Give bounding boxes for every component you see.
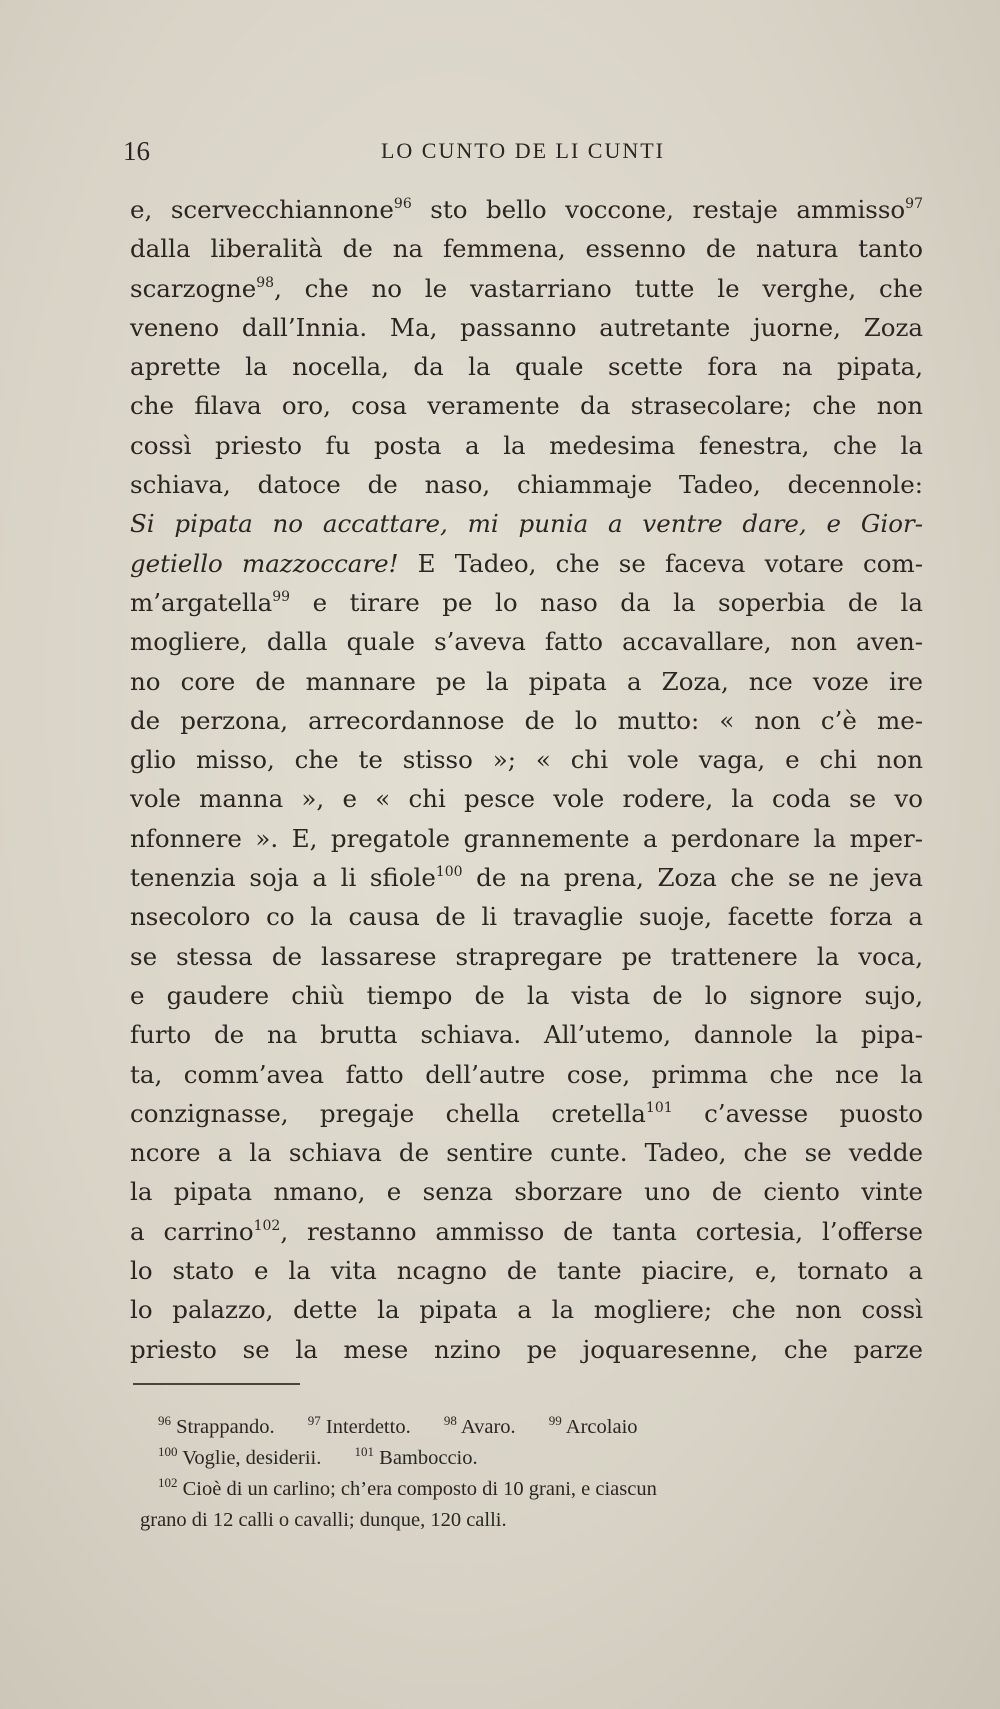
text-run: sto bello voccone, restaje ammisso: [411, 195, 906, 224]
text-line: [130, 740, 923, 779]
footnote-rule: [133, 1383, 300, 1385]
text-line: [130, 1015, 923, 1054]
text-line: [130, 701, 923, 740]
running-head: LO CUNTO DE LI CUNTI: [380, 138, 665, 163]
italic-text: Si pipata no accattare, mi punia a ventre dare, e Gior-: [130, 509, 923, 539]
footnote-97: $^{97}$ Interdetto.: [307, 1413, 411, 1438]
text-run: a carrino: [130, 1216, 254, 1246]
text-run: c’avesse puosto: [672, 1098, 923, 1128]
text-run: priesto se la mese nzino pe joquaresenne, che parze: [130, 1334, 923, 1364]
text-run: la pipata nmano, e senza sborzare uno de ciento vinte: [130, 1177, 923, 1207]
text-run: no core de mannare pe la pipata a Zoza, nce voze ire: [130, 666, 923, 696]
text-line: [130, 1251, 923, 1290]
text-line: [130, 897, 923, 936]
footnote-98: $^{98}$ Avaro.: [443, 1413, 516, 1438]
text-run: schiava, datoce de naso, chiammaje Tadeo, decennole:: [130, 470, 923, 500]
text-line: [130, 544, 923, 583]
body-text: [130, 190, 923, 1369]
text-line: [130, 504, 923, 543]
footnote-marker: 98: [256, 274, 275, 291]
text-run: ncore a la schiava de sentire cunte. Tadeo, che se vedde: [130, 1138, 923, 1168]
text-run: de na prena, Zoza che se ne jeva: [462, 863, 923, 893]
text-line: [130, 1094, 923, 1133]
text-run: cossì priesto fu posta a la medesima fenestra, che la: [130, 430, 923, 460]
text-line: [130, 779, 923, 818]
footnotes: [140, 1412, 930, 1536]
text-line: [130, 426, 923, 465]
footnote-99: $^{99}$ Arcolaio: [548, 1413, 638, 1438]
text-run: , che no le vastarriano tutte le verghe, che: [274, 273, 923, 303]
text-line: [130, 1055, 923, 1094]
footnote-100: $^{100}$ Voglie, desiderii.: [158, 1444, 322, 1469]
text-run: tenenzia soja a li sfiole: [130, 863, 436, 893]
text-run: de perzona, arrecordannose de lo mutto: « non c’è me-: [130, 705, 923, 735]
text-run: conzignasse, pregaje chella cretella: [130, 1098, 646, 1128]
text-run: veneno dall’Innia. Ma, passanno autretante juorne, Zoza: [130, 312, 923, 342]
text-run: vole manna », e « chi pesce vole rodere, la coda se vo: [130, 784, 923, 814]
text-run: furto de na brutta schiava. All’utemo, dannole la pipa-: [130, 1020, 923, 1050]
footnote-line: [140, 1443, 930, 1474]
text-line: [130, 1290, 923, 1329]
text-line: [130, 819, 923, 858]
footnote-marker: 102: [253, 1217, 281, 1234]
footnote-102-continuation: grano di 12 calli o cavalli; dunque, 120 calli.: [140, 1509, 507, 1531]
text-run: glio misso, che te stisso »; « chi vole vaga, e chi non: [130, 745, 923, 775]
text-run: se stessa de lassarese strapregare pe trattenere la voca,: [130, 941, 923, 971]
text-run: lo palazzo, dette la pipata a la mogliere; che non cossì: [130, 1295, 923, 1325]
text-line: [130, 269, 923, 308]
page-header: [123, 136, 923, 176]
text-run: , restanno ammisso de tanta cortesia, l’offerse: [280, 1216, 924, 1246]
text-line: [130, 937, 923, 976]
text-line: [130, 308, 923, 347]
text-line: [130, 622, 923, 661]
footnote-96: $^{96}$ Strappando.: [158, 1413, 275, 1438]
footnote-marker: 97: [905, 196, 923, 212]
text-line: [130, 583, 923, 622]
footnote-marker: 99: [272, 588, 291, 605]
text-run: nsecoloro co la causa de li travaglie suoje, facette forza a: [130, 902, 923, 932]
text-line: [130, 386, 923, 425]
italic-text: getiello mazzoccare!: [130, 548, 399, 578]
text-run: ta, comm’avea fatto dell’autre cose, primma che nce la: [130, 1059, 923, 1089]
text-line: [130, 1172, 923, 1211]
footnote-marker: 96: [393, 196, 412, 212]
text-line: [130, 976, 923, 1015]
text-run: e tirare pe lo naso da la soperbia de la: [290, 587, 923, 617]
text-run: m’argatella: [130, 587, 273, 617]
text-line: [130, 465, 923, 504]
text-line: [130, 1212, 923, 1251]
text-run: dalla liberalità de na femmena, essenno de natura tanto: [130, 234, 923, 264]
text-line: [130, 347, 923, 386]
text-line: [130, 1330, 923, 1369]
text-run: aprette la nocella, da la quale scette fora na pipata,: [130, 352, 923, 382]
text-line: [130, 229, 923, 268]
text-run: lo stato e la vita ncagno de tante piacire, e, tornato a: [130, 1256, 923, 1286]
footnote-102: $^{102}$ Cioè di un carlino; ch’era composto di 10 grani, e ciascun: [158, 1475, 657, 1500]
footnote-line: [140, 1412, 930, 1443]
text-line: [130, 662, 923, 701]
footnote-marker: 100: [435, 864, 463, 881]
footnote-marker: 101: [645, 1099, 673, 1116]
text-run: che filava oro, cosa veramente da strasecolare; che non: [130, 391, 923, 421]
footnote-101: $^{101}$ Bamboccio.: [354, 1444, 478, 1469]
text-run: E Tadeo, che se faceva votare com-: [398, 548, 923, 578]
text-run: nfonnere ». E, pregatole grannemente a perdonare la mper-: [130, 823, 923, 853]
text-line: [130, 190, 923, 229]
page-number: 16: [123, 136, 150, 166]
footnote-line: [140, 1474, 930, 1505]
text-line: [130, 858, 923, 897]
text-run: e gaudere chiù tiempo de la vista de lo signore sujo,: [130, 980, 923, 1010]
text-run: scarzogne: [130, 273, 257, 303]
text-run: mogliere, dalla quale s’aveva fatto accavallare, non aven-: [130, 627, 923, 657]
text-line: [130, 1133, 923, 1172]
text-run: e, scervecchiannone: [130, 195, 394, 224]
